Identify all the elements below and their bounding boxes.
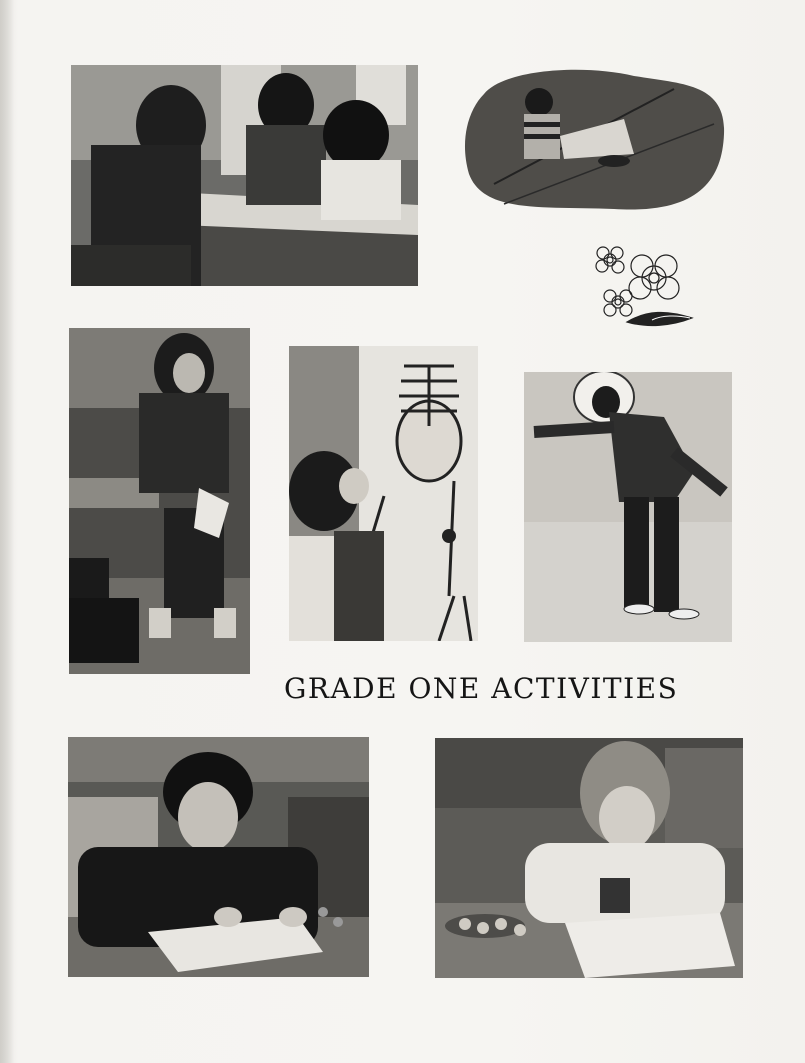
page-edge-shadow	[0, 0, 14, 1063]
photo-girl-counting	[435, 738, 743, 978]
photo-girl-tying-skate	[69, 328, 250, 674]
photo-boy-writing	[68, 737, 369, 977]
photo-child-on-gym-floor	[464, 64, 726, 211]
page-title: GRADE ONE ACTIVITIES	[284, 672, 679, 705]
photo-child-skating	[524, 372, 732, 642]
flower-doodle-icon	[592, 240, 698, 332]
photo-students-at-desks	[71, 65, 418, 286]
photo-children-with-skeleton-poster	[289, 346, 478, 641]
